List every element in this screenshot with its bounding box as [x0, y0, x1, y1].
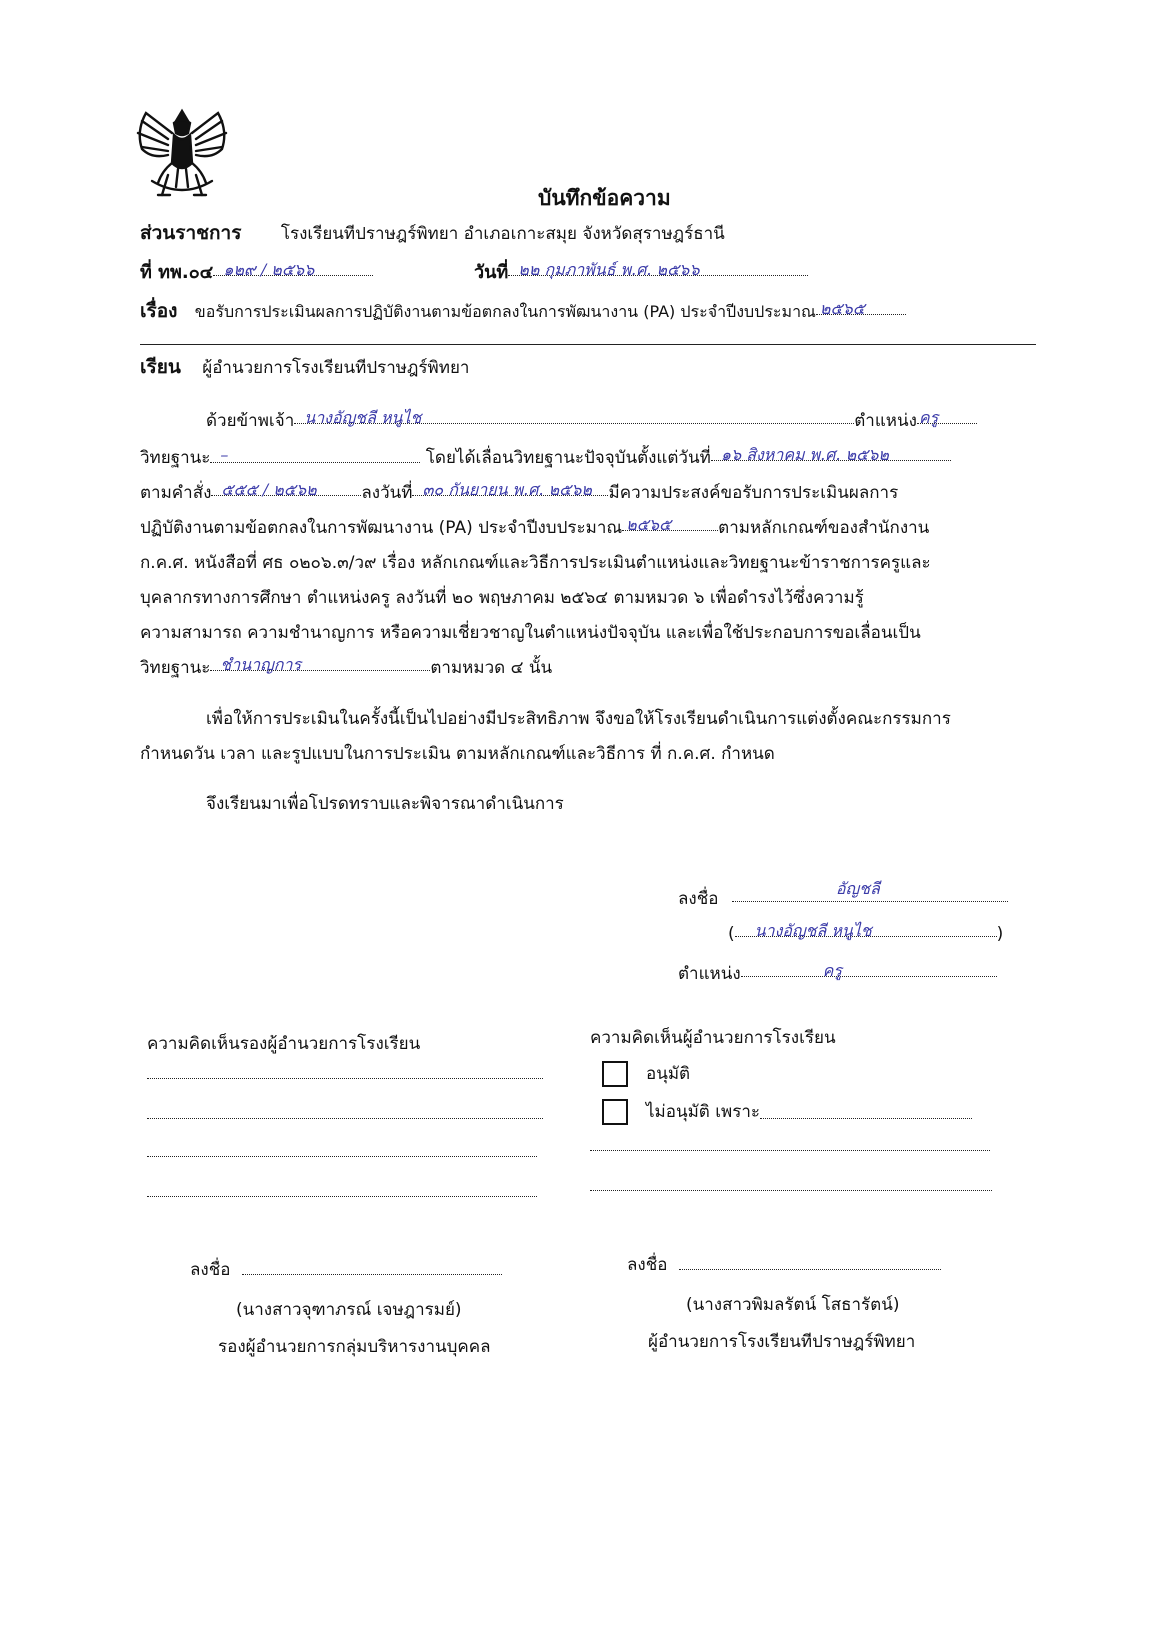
header-divider — [140, 344, 1036, 345]
date-label: วันที่ — [474, 262, 509, 283]
applicant-sign-label: ลงชื่อ — [678, 889, 719, 909]
deputy-comment-line-3[interactable] — [147, 1156, 537, 1157]
line4-text-a: ปฏิบัติงานตามข้อตกลงในการพัฒนางาน (PA) ประจำปีงบประมาณ — [140, 518, 623, 538]
promoted-date: ๑๖ สิงหาคม พ.ศ. ๒๕๖๒ — [720, 445, 889, 464]
applicant-position-value: ครู — [822, 961, 842, 980]
subject-label: เรื่อง — [140, 300, 178, 322]
body-line-6: บุคลากรทางการศึกษา ตำแหน่งครู ลงวันที่ ๒๐ พฤษภาคม ๒๕๖๔ ตามหมวด ๖ เพื่อดำรงไว้ซึ่งความรู้ — [140, 588, 864, 608]
body-p2-line-2: กำหนดวัน เวลา และรูปแบบในการประเมิน ตามหลักเกณฑ์และวิธีการ ที่ ก.ค.ศ. กำหนด — [140, 744, 775, 764]
reject-reason-field[interactable] — [760, 1104, 972, 1119]
subject-year: ๒๕๖๕ — [819, 299, 865, 318]
pa-year: ๒๕๖๕ — [626, 515, 672, 534]
body-p2-line-1: เพื่อให้การประเมินในครั้งนี้เป็นไปอย่างมีประสิทธิภาพ จึงขอให้โรงเรียนดำเนินการแต่งตั้งคณะกรรมการ — [206, 709, 951, 729]
deputy-sign-row — [190, 1256, 502, 1283]
deputy-title: รองผู้อำนวยการกลุ่มบริหารงานบุคคล — [218, 1337, 491, 1357]
applicant-name-row — [728, 922, 1003, 944]
deputy-comment-line-1[interactable] — [147, 1078, 543, 1079]
agency-label: ส่วนราชการ — [140, 222, 242, 244]
order-label: ตามคำสั่ง — [140, 483, 212, 503]
body-line-8 — [140, 654, 552, 681]
subject-value: ขอรับการประเมินผลการปฏิบัติงานตามข้อตกลงในการพัฒนางาน (PA) ประจำปีงบประมาณ — [194, 302, 816, 321]
body-line-4 — [140, 514, 929, 541]
applicant-printed-name: นางอัญชลี หนูไช — [754, 921, 872, 940]
deputy-sign-field[interactable] — [242, 1260, 502, 1275]
approve-row — [602, 1060, 690, 1087]
date-value: ๒๒ กุมภาพันธ์ พ.ศ. ๒๕๖๖ — [518, 260, 700, 279]
memo-title: บันทึกข้อความ — [538, 186, 671, 210]
line4-text-b: ตามหลักเกณฑ์ของสำนักงาน — [718, 518, 930, 538]
salutation-label: เรียน — [140, 356, 181, 378]
director-sign-label: ลงชื่อ — [627, 1255, 668, 1275]
applicant-position: ครู — [918, 408, 939, 427]
body-line-7: ความสามารถ ความชำนาญการ หรือความเชี่ยวชาญในตำแหน่งปัจจุบัน และเพื่อใช้ประกอบการขอเลื่อนเป็น — [140, 623, 921, 643]
director-title: ผู้อำนวยการโรงเรียนทีปราษฎร์พิทยา — [648, 1332, 916, 1352]
rank-value: – — [220, 445, 229, 464]
reject-label: ไม่อนุมัติ เพราะ — [646, 1102, 761, 1122]
closing-text: จึงเรียนมาเพื่อโปรดทราบและพิจารณาดำเนินการ — [206, 794, 564, 814]
director-sign-row — [627, 1251, 941, 1278]
approve-label: อนุมัติ — [646, 1064, 691, 1084]
ref-value: ๑๒๙ / ๒๕๖๖ — [223, 260, 315, 279]
director-heading: ความคิดเห็นผู้อำนวยการโรงเรียน — [590, 1028, 836, 1048]
wish-text: มีความประสงค์ขอรับการประเมินผลการ — [608, 483, 899, 503]
paren-open: ( — [728, 924, 735, 944]
applicant-signature: อัญชลี — [835, 879, 880, 898]
salutation-row — [140, 352, 469, 382]
promoted-label: โดยได้เลื่อนวิทยฐานะปัจจุบันตั้งแต่วันที่ — [425, 448, 711, 468]
salutation-value: ผู้อำนวยการโรงเรียนทีปราษฎร์พิทยา — [202, 358, 470, 378]
order-date: ๓๐ กันยายน พ.ศ. ๒๕๖๒ — [422, 480, 592, 499]
reject-row — [602, 1098, 972, 1125]
deputy-comment-line-2[interactable] — [147, 1118, 543, 1119]
deputy-sign-label: ลงชื่อ — [190, 1260, 231, 1280]
deputy-name: (นางสาวจุฑาภรณ์ เจษฎารมย์) — [236, 1300, 462, 1320]
ref-label: ที่ ทพ.๐๔ — [140, 262, 214, 283]
agency-row — [140, 218, 725, 248]
deputy-heading: ความคิดเห็นรองผู้อำนวยการโรงเรียน — [147, 1034, 421, 1054]
applicant-position-label: ตำแหน่ง — [678, 964, 741, 984]
director-comment-line-2[interactable] — [590, 1190, 992, 1191]
date-row — [474, 257, 808, 286]
deputy-comment-line-4[interactable] — [147, 1196, 537, 1197]
rank2-tail: ตามหมวด ๔ นั้น — [430, 658, 553, 678]
ref-row — [140, 257, 373, 286]
position-label: ตำแหน่ง — [854, 411, 917, 431]
garuda-emblem-icon — [128, 103, 236, 205]
approve-checkbox[interactable] — [602, 1061, 628, 1087]
paren-close: ) — [996, 924, 1004, 944]
reject-checkbox[interactable] — [602, 1099, 628, 1125]
rank-label: วิทยฐานะ — [140, 448, 211, 468]
agency-value: โรงเรียนทีปราษฎร์พิทยา อำเภอเกาะสมุย จังหวัดสุราษฎร์ธานี — [280, 224, 725, 244]
order-number: ๕๕๕ / ๒๕๖๒ — [221, 480, 317, 499]
rank2-value: ชำนาญการ — [220, 655, 302, 674]
body-line-3 — [140, 479, 898, 506]
intro-text: ด้วยข้าพเจ้า — [206, 411, 295, 431]
director-sign-field[interactable] — [679, 1255, 941, 1270]
rank2-label: วิทยฐานะ — [140, 658, 211, 678]
order-date-label: ลงวันที่ — [361, 483, 413, 503]
body-line-5: ก.ค.ศ. หนังสือที่ ศธ ๐๒๐๖.๓/ว๙ เรื่อง หลักเกณฑ์และวิธีการประเมินตำแหน่งและวิทยฐานะข้าราชการครูและ — [140, 553, 931, 573]
director-comment-line-1[interactable] — [590, 1150, 990, 1151]
director-name: (นางสาวพิมลรัตน์ โสธารัตน์) — [686, 1295, 900, 1315]
body-line-2 — [140, 444, 951, 471]
applicant-position-row — [678, 960, 997, 987]
applicant-name: นางอัญชลี หนูไช — [304, 408, 422, 427]
applicant-sign-row — [678, 879, 1008, 912]
body-line-1 — [206, 407, 977, 434]
subject-row — [140, 296, 906, 326]
